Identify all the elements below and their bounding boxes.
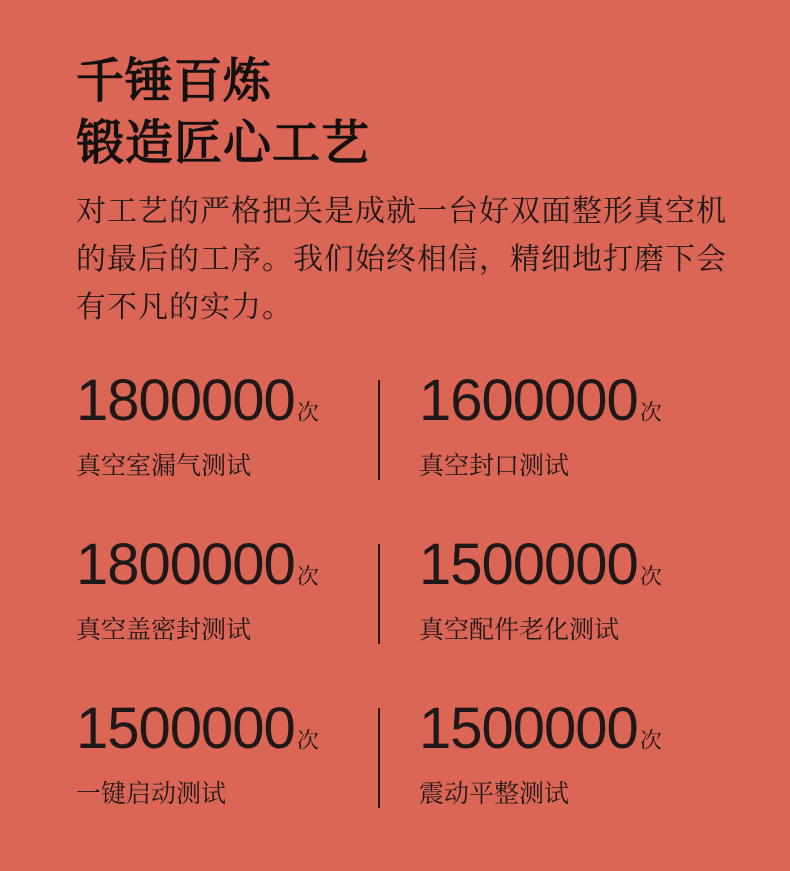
stat-divider: [378, 380, 380, 480]
stat-unit: 次: [296, 401, 319, 426]
stat-row: [76, 368, 736, 536]
stat-unit: 次: [639, 565, 662, 590]
stat-row: [76, 532, 736, 700]
intro-paragraph: 对工艺的严格把关是成就一台好双面整形真空机的最后的工序。我们始终相信，精细地打磨下会有不凡的实力。: [76, 194, 727, 325]
headline-line-1: 千锤百炼: [76, 53, 273, 109]
stat-number: 1600000: [419, 368, 638, 433]
stats-grid: [76, 368, 736, 850]
stat-label: 一键启动测试: [76, 779, 227, 808]
stat-item: [419, 696, 662, 810]
stat-row: [76, 696, 736, 850]
stat-label: 真空室漏气测试: [76, 451, 252, 480]
headline-line-2: 锻造匠心工艺: [76, 115, 371, 171]
stat-item: [76, 368, 319, 482]
stat-number: 1800000: [76, 532, 295, 597]
stat-number: 1500000: [419, 696, 638, 761]
stat-label: 真空封口测试: [419, 451, 570, 480]
stat-item: [419, 532, 662, 646]
stat-unit: 次: [296, 565, 319, 590]
stat-item: [419, 368, 662, 482]
stat-item: [76, 696, 319, 810]
stat-divider: [378, 708, 380, 808]
stat-item: [76, 532, 319, 646]
stat-label: 真空盖密封测试: [76, 615, 252, 644]
stat-label: 真空配件老化测试: [419, 615, 620, 644]
stat-divider: [378, 544, 380, 644]
stat-unit: 次: [639, 401, 662, 426]
stat-unit: 次: [639, 729, 662, 754]
stat-number: 1500000: [76, 696, 295, 761]
stat-label: 震动平整测试: [419, 779, 570, 808]
stat-number: 1500000: [419, 532, 638, 597]
stat-unit: 次: [296, 729, 319, 754]
headline: [76, 50, 370, 174]
stat-number: 1800000: [76, 368, 295, 433]
